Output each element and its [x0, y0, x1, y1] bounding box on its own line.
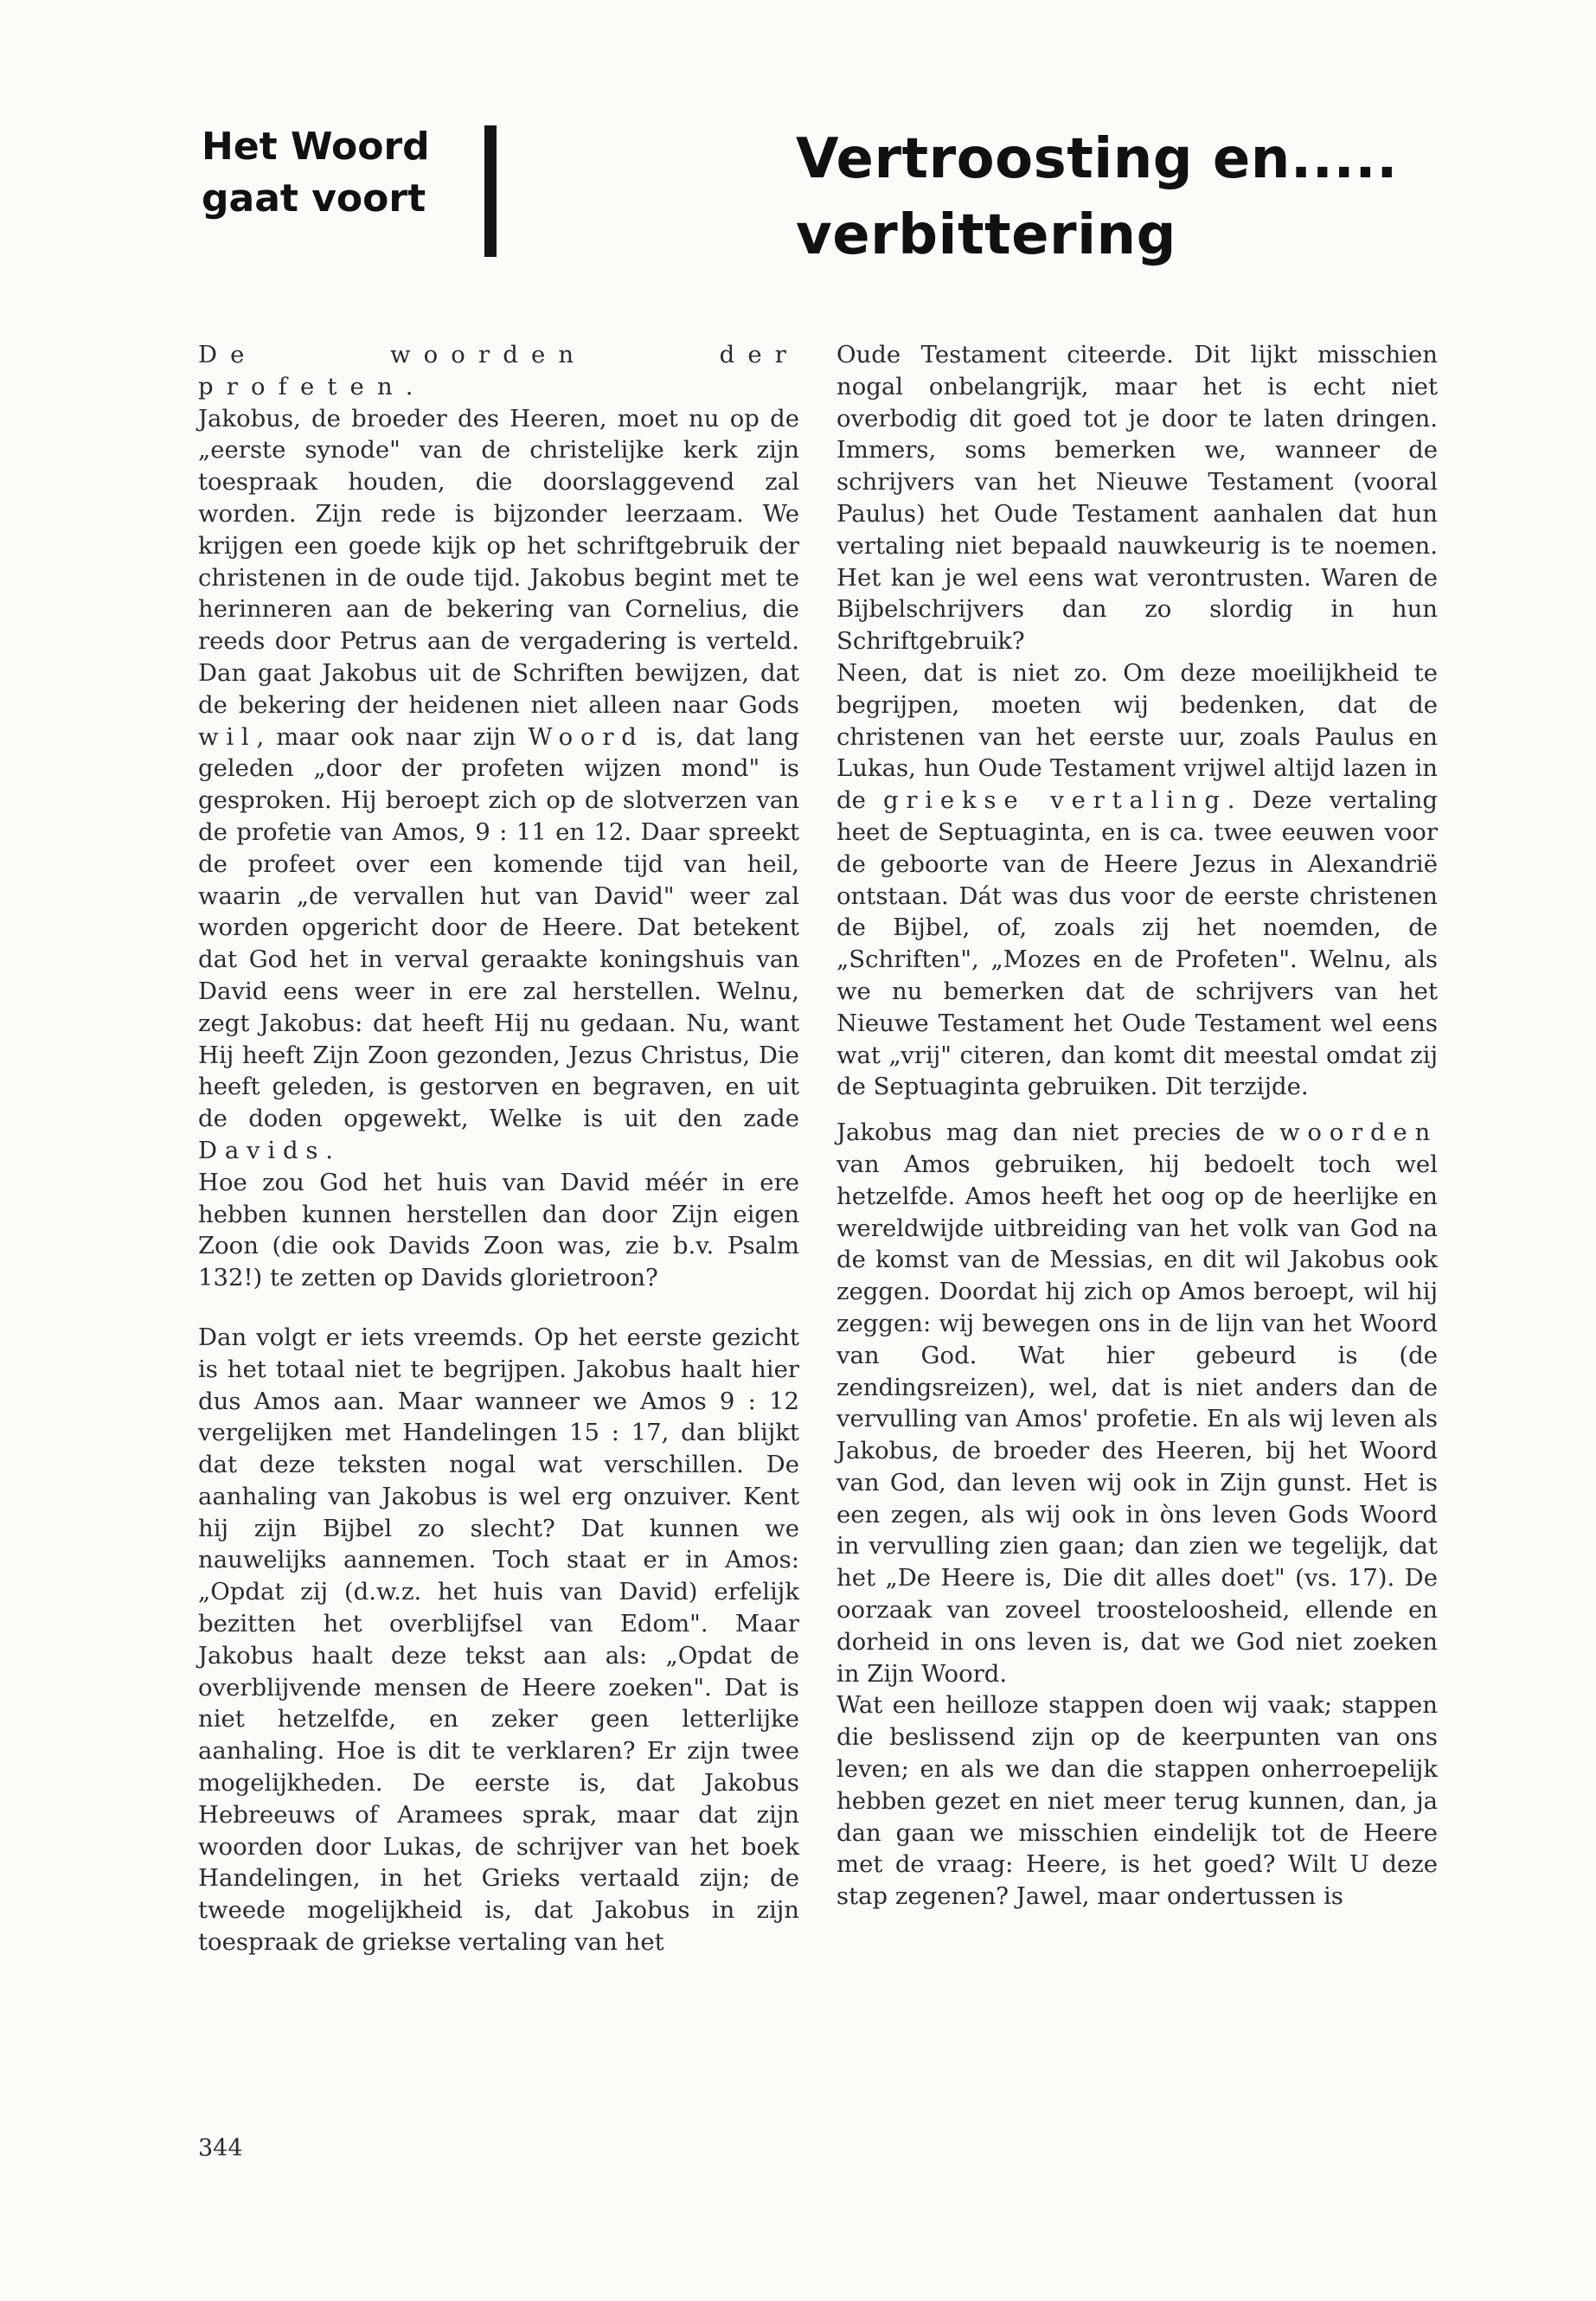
- article-title: Vertroosting en..... verbittering: [796, 127, 1398, 267]
- series-title: Het Woord gaat voort: [202, 125, 430, 221]
- title-divider-bar: [484, 125, 497, 257]
- paragraph: Hoe zou God het huis van David méér in ere hebben kunnen herstellen dan door Zijn eigen Zoon (die ook Davids Zoon was, zie b.v. Psalm 132!) te zetten op Davids glorietroon?: [198, 1168, 799, 1292]
- paragraph: Wat een heilloze stappen doen wij vaak; stappen die beslissend zijn op de keerpunten van ons leven; en als we dan die stappen onherroepelijk hebben gezet en niet meer terug kunnen, dan, ja dan gaan we misschien eindelijk tot de Heere met de vraag: Heere, is het goed? Wilt U deze stap zegenen? Jawel, maar ondertussen is: [836, 1691, 1438, 1911]
- paragraph: Jakobus mag dan niet precies de woorden van Amos gebruiken, hij bedoelt toch wel hetzelfde. Amos heeft het oog op de heerlijke en wereldwijde uitbreiding van het volk van God na de komst van de Messias, en dit wil Jakobus ook zeggen. Doordat hij zich op Amos beroept, wil hij zeggen: wij bewegen ons in de lijn van het Woord van God. Wat hier gebeurd is (de zendingsreizen), wel, dat is niet anders dan de vervulling van Amos' profetie. En als wij leven als Jakobus, de broeder des Heeren, bij het Woord van God, dan leven wij ook in Zijn gunst. Het is een zegen, als wij ook in òns leven Gods Woord in vervulling zien gaan; dan zien we tegelijk, dat het „De Heere is, Die dit alles doet" (vs. 17). De oorzaak van zoveel troosteloosheid, ellende en dorheid in ons leven is, dat we God niet zoeken in Zijn Woord.: [836, 1118, 1438, 1688]
- left-column: [198, 339, 799, 1958]
- page-number: 344: [198, 2135, 243, 2162]
- section-heading: De woorden der profeten.: [198, 341, 799, 401]
- right-column: [836, 339, 1438, 1913]
- paragraph: Neen, dat is niet zo. Om deze moeilijkheid te begrijpen, moeten wij bedenken, dat de christenen van het eerste uur, zoals Paulus en Lukas, hun Oude Testament vrijwel altijd lazen in de griekse vertaling. Deze vertaling heet de Septuaginta, en is ca. twee eeuwen voor de geboorte van de Heere Jezus in Alexandrië ontstaan. Dát was dus voor de eerste christenen de Bijbel, of, zoals zij het noemden, de „Schriften", „Mozes en de Profeten". Welnu, als we nu bemerken dat de schrijvers van het Nieuwe Testament het Oude Testament wel eens wat „vrij" citeren, dan komt dit meestal omdat zij de Septuaginta gebruiken. Dit terzijde.: [836, 658, 1438, 1101]
- paragraph: Dan volgt er iets vreemds. Op het eerste gezicht is het totaal niet te begrijpen. Jakobus haalt hier dus Amos aan. Maar wanneer we Amos 9 : 12 vergelijken met Handelingen 15 : 17, dan blijkt dat deze teksten nogal wat verschillen. De aanhaling van Jakobus is wel erg onzuiver. Kent hij zijn Bijbel zo slecht? Dat kunnen we nauwelijks aannemen. Toch staat er in Amos: „Opdat zij (d.w.z. het huis van David) erfelijk bezitten het overblijfsel van Edom". Maar Jakobus haalt deze tekst aan als: „Opdat de overblijvende mensen de Heere zoeken". Dat is niet hetzelfde, en zeker geen letterlijke aanhaling. Hoe is dit te verklaren? Er zijn twee mogelijkheden. De eerste is, dat Jakobus Hebreeuws of Aramees sprak, maar dat zijn woorden door Lukas, de schrijver van het boek Handelingen, in het Grieks vertaald zijn; de tweede mogelijkheid is, dat Jakobus in zijn toespraak de griekse vertaling van het: [198, 1323, 799, 1957]
- paragraph: Jakobus, de broeder des Heeren, moet nu op de „eerste synode" van de christelijke kerk zijn toespraak houden, die doorslaggevend zal worden. Zijn rede is bijzonder leerzaam. We krijgen een goede kijk op het schriftgebruik der christenen in de oude tijd. Jakobus begint met te herinneren aan de bekering van Cornelius, die reeds door Petrus aan de vergadering is verteld. Dan gaat Jakobus uit de Schriften bewijzen, dat de bekering der heidenen niet alleen naar Gods wil, maar ook naar zijn Woord is, dat lang geleden „door der profeten wijzen mond" is gesproken. Hij beroept zich op de slotverzen van de profetie van Amos, 9 : 11 en 12. Daar spreekt de profeet over een komende tijd van heil, waarin „de vervallen hut van David" weer zal worden opgericht door de Heere. Dat betekent dat God het in verval geraakte koningshuis van David eens weer in ere zal herstellen. Welnu, zegt Jakobus: dat heeft Hij nu gedaan. Nu, want Hij heeft Zijn Zoon gezonden, Jezus Christus, Die heeft geleden, is gestorven en begraven, en uit de doden opgewekt, Welke is uit den zade Davids.: [198, 404, 799, 1164]
- paragraph: Oude Testament citeerde. Dit lijkt misschien nogal onbelangrijk, maar het is echt niet overbodig dit goed tot je door te laten dringen. Immers, soms bemerken we, wanneer de schrijvers van het Nieuwe Testament (vooral Paulus) het Oude Testament aanhalen dat hun vertaling niet bepaald nauwkeurig is te noemen. Het kan je wel eens wat verontrusten. Waren de Bijbelschrijvers dan zo slordig in hun Schriftgebruik?: [836, 341, 1438, 656]
